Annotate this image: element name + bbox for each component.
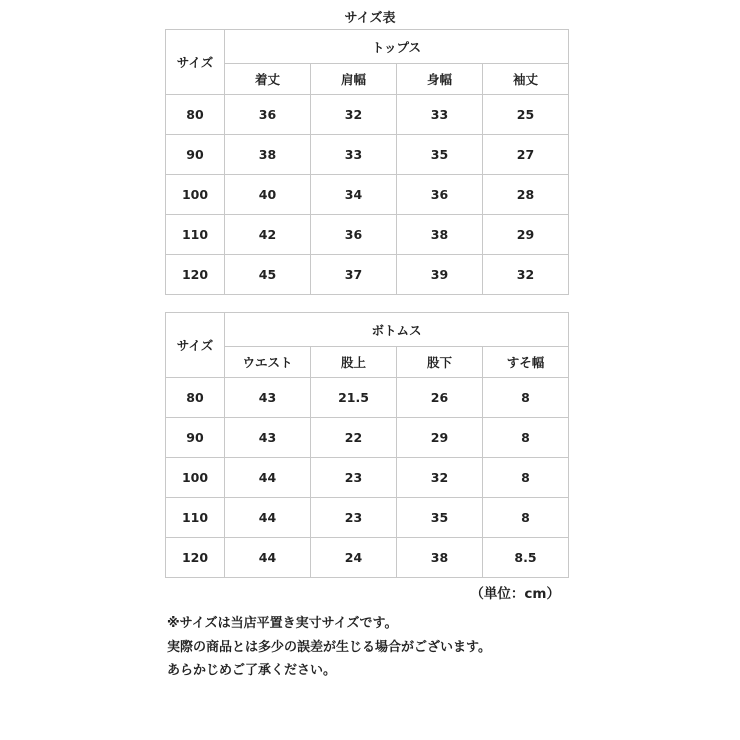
table-row	[166, 255, 569, 295]
table-row	[166, 215, 569, 255]
size-header: サイズ	[166, 30, 225, 95]
column-header: ウエスト	[225, 347, 311, 378]
table-cell: 44	[225, 458, 311, 498]
table-cell: 120	[166, 255, 225, 295]
table-cell: 24	[311, 538, 397, 578]
table-cell: 43	[225, 378, 311, 418]
table-cell: 120	[166, 538, 225, 578]
table-cell: 28	[483, 175, 569, 215]
table-cell: 23	[311, 458, 397, 498]
column-header: すそ幅	[483, 347, 569, 378]
table-cell: 33	[311, 135, 397, 175]
table-cell: 39	[397, 255, 483, 295]
tops-group-header: トップス	[225, 30, 569, 64]
size-header: サイズ	[166, 313, 225, 378]
table-cell: 8	[483, 458, 569, 498]
table-cell: 25	[483, 95, 569, 135]
table-row	[166, 418, 569, 458]
table-cell: 100	[166, 175, 225, 215]
table-cell: 38	[397, 538, 483, 578]
table-cell: 22	[311, 418, 397, 458]
column-header: 股上	[311, 347, 397, 378]
table-cell: 80	[166, 95, 225, 135]
table-row	[166, 175, 569, 215]
table-cell: 8.5	[483, 538, 569, 578]
table-cell: 21.5	[311, 378, 397, 418]
table-cell: 38	[225, 135, 311, 175]
table-row	[166, 458, 569, 498]
column-header: 身幅	[397, 64, 483, 95]
table-cell: 45	[225, 255, 311, 295]
table-cell: 27	[483, 135, 569, 175]
table-cell: 40	[225, 175, 311, 215]
column-header: 股下	[397, 347, 483, 378]
table-cell: 23	[311, 498, 397, 538]
column-header: 袖丈	[483, 64, 569, 95]
page-title: サイズ表	[344, 11, 396, 26]
table-cell: 110	[166, 498, 225, 538]
table-cell: 90	[166, 135, 225, 175]
table-cell: 29	[483, 215, 569, 255]
table-cell: 34	[311, 175, 397, 215]
table-cell: 43	[225, 418, 311, 458]
table-cell: 32	[311, 95, 397, 135]
table-row	[166, 498, 569, 538]
table-cell: 8	[483, 378, 569, 418]
table-cell: 35	[397, 135, 483, 175]
table-cell: 8	[483, 418, 569, 458]
table-cell: 38	[397, 215, 483, 255]
table-cell: 36	[397, 175, 483, 215]
table-cell: 8	[483, 498, 569, 538]
note-line: ※サイズは当店平置き実寸サイズです。	[167, 616, 398, 631]
table-cell: 32	[397, 458, 483, 498]
table-row	[166, 538, 569, 578]
table-cell: 44	[225, 538, 311, 578]
table-cell: 90	[166, 418, 225, 458]
table-cell: 42	[225, 215, 311, 255]
tops-size-table	[165, 29, 569, 295]
table-cell: 100	[166, 458, 225, 498]
table-cell: 36	[311, 215, 397, 255]
table-cell: 37	[311, 255, 397, 295]
bottoms-group-header: ボトムス	[225, 313, 569, 347]
table-cell: 29	[397, 418, 483, 458]
table-cell: 44	[225, 498, 311, 538]
table-cell: 33	[397, 95, 483, 135]
table-cell: 32	[483, 255, 569, 295]
table-cell: 35	[397, 498, 483, 538]
table-row	[166, 95, 569, 135]
table-cell: 26	[397, 378, 483, 418]
table-cell: 110	[166, 215, 225, 255]
column-header: 着丈	[225, 64, 311, 95]
note-line: あらかじめご了承ください。	[167, 663, 337, 678]
note-line: 実際の商品とは多少の誤差が生じる場合がございます。	[167, 639, 491, 655]
bottoms-size-table	[165, 312, 569, 578]
table-row	[166, 378, 569, 418]
unit-label: （単位：cm）	[470, 586, 560, 602]
column-header: 肩幅	[311, 64, 397, 95]
table-row	[166, 135, 569, 175]
table-cell: 36	[225, 95, 311, 135]
notes	[167, 612, 491, 683]
table-cell: 80	[166, 378, 225, 418]
